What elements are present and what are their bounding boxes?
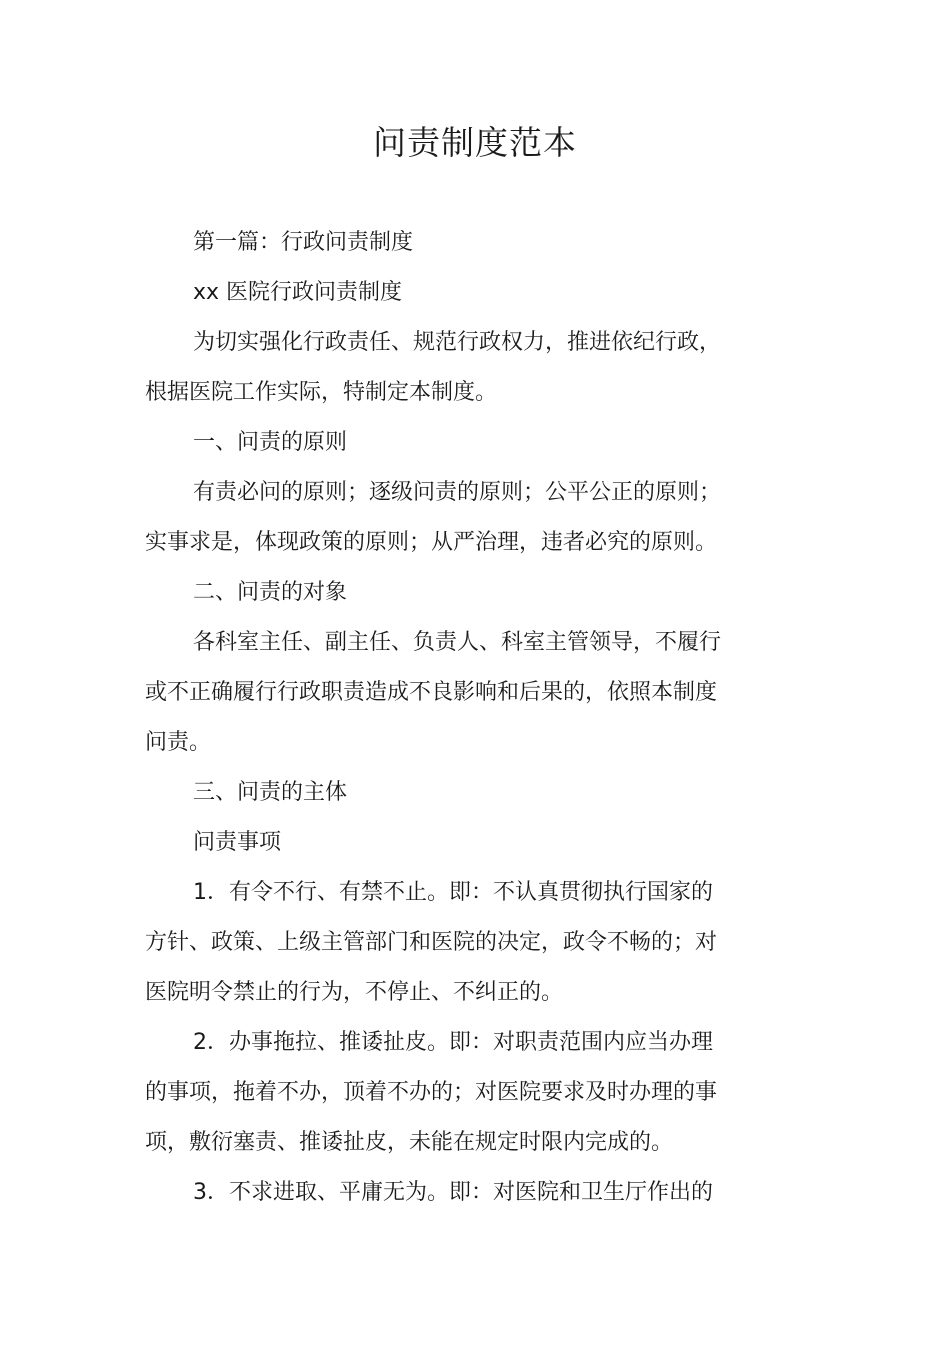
item-2-line-2: 的事项，拖着不办，顶着不办的；对医院要求及时办理的事 bbox=[145, 1080, 718, 1105]
section-heading-objects: 二、问责的对象 bbox=[193, 580, 348, 605]
section-heading-principles: 一、问责的原则 bbox=[193, 430, 348, 455]
section-heading-subject: 三、问责的主体 bbox=[193, 780, 348, 805]
item-2-line-1: 2．办事拖拉、推诿扯皮。即：对职责范围内应当办理 bbox=[193, 1030, 713, 1055]
paragraph-intro-line-1: 为切实强化行政责任、规范行政权力，推进依纪行政， bbox=[193, 330, 722, 355]
subheading-matters: 问责事项 bbox=[193, 830, 282, 855]
item-3-line-1: 3．不求进取、平庸无为。即：对医院和卫生厅作出的 bbox=[193, 1180, 713, 1205]
paragraph-objects-line-1: 各科室主任、副主任、负责人、科室主管领导，不履行 bbox=[193, 630, 722, 655]
item-1-line-3: 医院明令禁止的行为，不停止、不纠正的。 bbox=[145, 980, 564, 1005]
item-2-line-3: 项，敷衍塞责、推诿扯皮，未能在规定时限内完成的。 bbox=[145, 1130, 674, 1155]
paragraph-objects-line-2: 或不正确履行行政职责造成不良影响和后果的，依照本制度 bbox=[145, 680, 718, 705]
paragraph-objects-line-3: 问责。 bbox=[145, 730, 212, 755]
part-heading: 第一篇：行政问责制度 bbox=[193, 230, 414, 255]
item-1-line-1: 1．有令不行、有禁不止。即：不认真贯彻执行国家的 bbox=[193, 880, 713, 905]
document-body bbox=[145, 218, 745, 1218]
item-1-line-2: 方针、政策、上级主管部门和医院的决定，政令不畅的；对 bbox=[145, 930, 718, 955]
paragraph-principles-line-1: 有责必问的原则；逐级问责的原则；公平公正的原则； bbox=[193, 480, 722, 505]
paragraph-intro-line-2: 根据医院工作实际，特制定本制度。 bbox=[145, 380, 498, 405]
paragraph-principles-line-2: 实事求是，体现政策的原则；从严治理，违者必究的原则。 bbox=[145, 530, 718, 555]
document-title: 问责制度范本 bbox=[373, 123, 577, 162]
document-subtitle: xx 医院行政问责制度 bbox=[193, 280, 403, 305]
